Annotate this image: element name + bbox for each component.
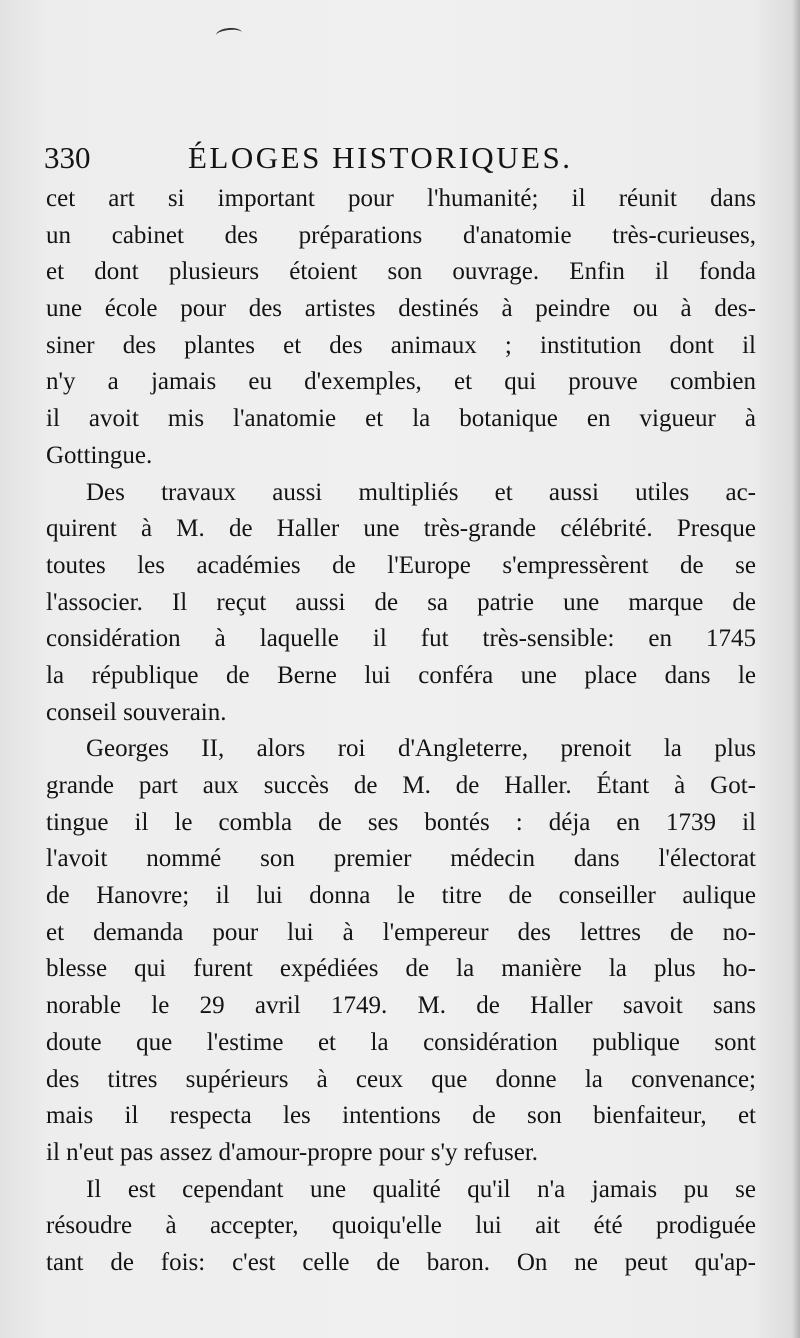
running-title: ÉLOGES HISTORIQUES. <box>188 140 573 175</box>
text-line: l'associer. Il reçut aussi de sa patrie une marque de <box>46 588 756 616</box>
text-line: et demanda pour lui à l'empereur des lettres de no- <box>46 918 756 946</box>
text-line: tingue il le combla de ses bontés : déja en 1739 il <box>46 808 756 836</box>
text-line: la république de Berne lui conféra une place dans le <box>46 661 756 689</box>
text-line: résoudre à accepter, quoiqu'elle lui ait été prodiguée <box>46 1212 756 1240</box>
text-line: Georges II, alors roi d'Angleterre, prenoit la plus <box>86 735 756 763</box>
text-line: des titres supérieurs à ceux que donne la convenance; <box>46 1065 756 1093</box>
text-line: tant de fois: c'est celle de baron. On ne peut qu'ap- <box>46 1248 756 1276</box>
body-text <box>46 181 756 1282</box>
text-line: quirent à M. de Haller une très-grande célébrité. Presque <box>46 515 756 543</box>
page-number: 330 <box>44 140 91 175</box>
page-edge-shadow <box>792 0 800 1338</box>
text-line: Gottingue. <box>46 441 153 469</box>
text-line: mais il respecta les intentions de son bienfaiteur, et <box>46 1102 756 1130</box>
text-line: grande part aux succès de M. de Haller. Étant à Got- <box>46 772 756 799</box>
text-line: de Hanovre; il lui donna le titre de conseiller aulique <box>46 882 756 910</box>
text-line: il avoit mis l'anatomie et la botanique en vigueur à <box>46 405 756 433</box>
text-line: et dont plusieurs étoient son ouvrage. Enfin il fonda <box>46 258 756 286</box>
text-line: une école pour des artistes destinés à peindre ou à des- <box>46 295 756 323</box>
text-line: n'y a jamais eu d'exemples, et qui prouve combien <box>46 368 756 396</box>
text-line: un cabinet des préparations d'anatomie très-curieuses, <box>46 221 756 249</box>
text-line: Il est cependant une qualité qu'il n'a jamais pu se <box>86 1175 756 1203</box>
text-line: conseil souverain. <box>46 698 227 726</box>
text-line: considération à laquelle il fut très-sensible: en 1745 <box>46 625 756 653</box>
text-line: doute que l'estime et la considération publique sont <box>46 1028 756 1056</box>
text-line: cet art si important pour l'humanité; il réunit dans <box>46 185 756 212</box>
text-line: Des travaux aussi multipliés et aussi utiles ac- <box>86 478 756 506</box>
text-line: norable le 29 avril 1749. M. de Haller savoit sans <box>46 992 756 1020</box>
page-header <box>44 138 756 178</box>
text-line: siner des plantes et des animaux ; institution dont il <box>46 331 756 359</box>
text-line: toutes les académies de l'Europe s'empressèrent de se <box>46 551 756 579</box>
text-line: blesse qui furent expédiées de la manière la plus ho- <box>46 955 756 983</box>
text-line: il n'eut pas assez d'amour-propre pour s'y refuser. <box>46 1138 539 1166</box>
ink-mark <box>215 27 242 42</box>
text-line: l'avoit nommé son premier médecin dans l'électorat <box>46 845 756 873</box>
